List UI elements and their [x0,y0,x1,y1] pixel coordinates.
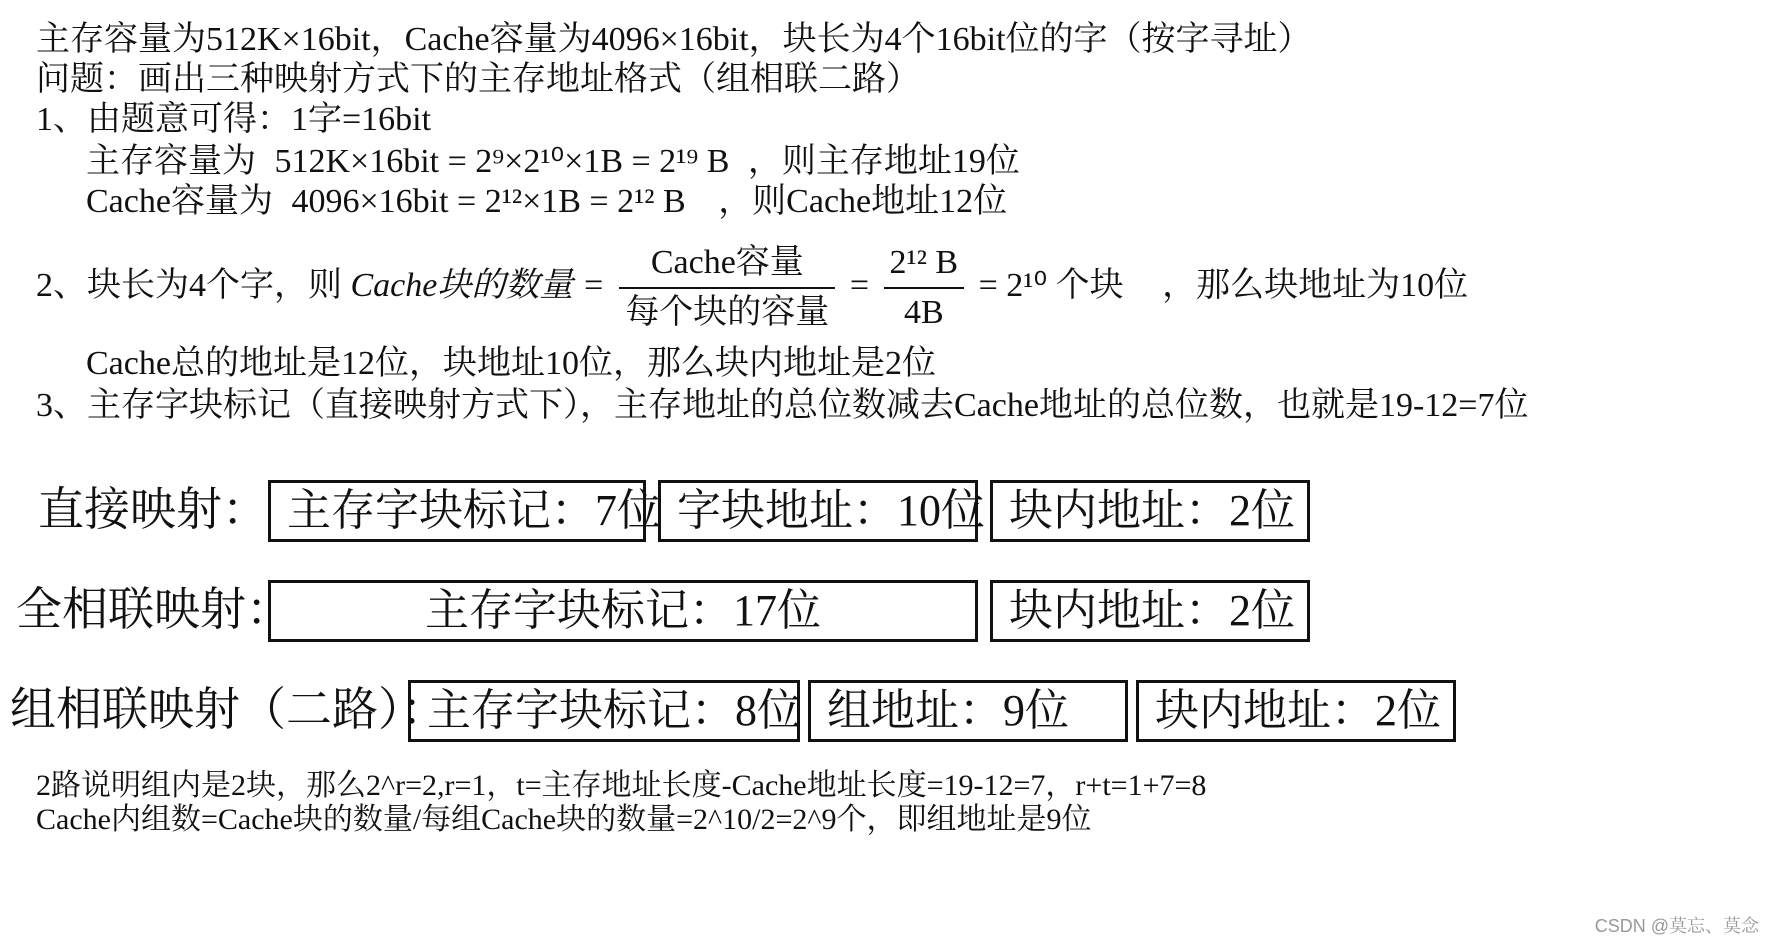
question-line: 问题：画出三种映射方式下的主存地址格式（组相联二路） [36,61,920,98]
step-1-heading: 1、由题意可得：1字=16bit [36,101,432,138]
set-offset-field: 块内地址：2位 [1136,680,1456,742]
block-count-prefix: 2、块长为4个字，则 [36,267,342,304]
direct-block-address-field: 字块地址：10位 [658,480,978,542]
main-memory-prefix: 主存容量为 [86,143,256,180]
cache-formula: 4096×16bit = 2¹²×1B = 2¹² B [291,183,686,220]
fraction-capacity [619,241,835,335]
block-count-line [36,238,1468,334]
set-tag-field: 主存字块标记：8位 [408,680,800,742]
direct-offset-field: 块内地址：2位 [990,480,1310,542]
fraction-power [884,241,965,335]
equals-sign: = [849,267,869,304]
direct-tag-field: 主存字块标记：7位 [268,480,646,542]
watermark: CSDN @莫忘、莫念 [1594,916,1759,936]
main-memory-conclusion: ，则主存地址19位 [747,143,1020,180]
block-count-conclusion: ，那么块地址为10位 [1162,267,1469,304]
note-line-1: 2路说明组内是2块，那么2^r=2,r=1，t=主存地址长度-Cache地址长度=19-12=7，r+t=1+7=8 [36,769,1207,802]
fraction-power-numerator: 2¹² B [884,241,965,289]
block-count-lhs: Cache块的数量 = [350,267,605,304]
direct-mapping-label: 直接映射： [38,484,268,535]
cache-address-summary: Cache总的地址是12位，块地址10位，那么块内地址是2位 [86,345,936,382]
full-tag-field: 主存字块标记：17位 [268,580,978,642]
cache-prefix: Cache容量为 [86,183,273,220]
fraction-power-denominator: 4B [903,294,944,332]
main-memory-formula: 512K×16bit = 2⁹×2¹⁰×1B = 2¹⁹ B [274,143,730,180]
set-assoc-label: 组相联映射（二路）： [10,684,447,735]
step-3-line: 3、主存字块标记（直接映射方式下），主存地址的总位数减去Cache地址的总位数，也就是19-12=7位 [36,387,1529,424]
problem-statement: 主存容量为512K×16bit，Cache容量为4096×16bit，块长为4个16bit位的字（按字寻址） [36,21,1312,58]
cache-conclusion: ，则Cache地址12位 [718,183,1008,220]
note-line-2: Cache内组数=Cache块的数量/每组Cache块的数量=2^10/2=2^9个，即组地址是9位 [36,803,1092,836]
full-offset-field: 块内地址：2位 [990,580,1310,642]
full-assoc-label: 全相联映射： [16,584,292,635]
main-memory-capacity-line [86,142,1020,182]
cache-capacity-line [86,182,1007,222]
set-index-field: 组地址：9位 [808,680,1128,742]
block-count-result: = 2¹⁰ 个块 [978,267,1124,304]
fraction-capacity-numerator: Cache容量 [619,241,835,289]
fraction-capacity-denominator: 每个块的容量 [625,294,830,332]
